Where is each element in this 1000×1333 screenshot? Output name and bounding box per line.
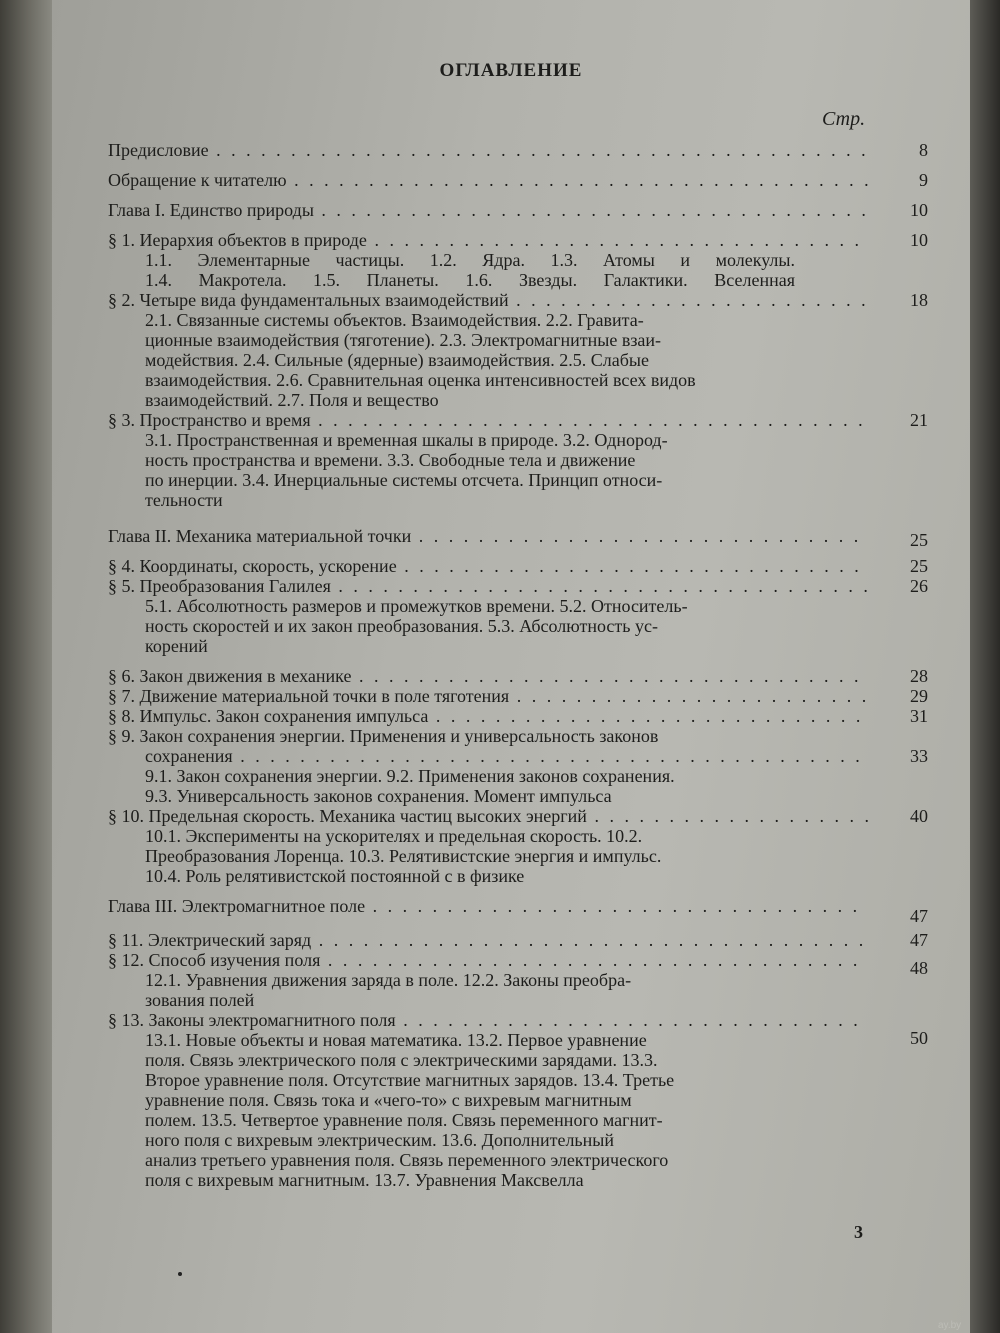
toc-entry-page: 9 — [919, 170, 928, 190]
toc-entry-description: 1.1. Элементарные частицы. 1.2. Ядра. 1.3. Атомы и молекулы. 1.4. Макротела. 1.5. Планеты. 1.6. Звезды. Галактики. Вселенная — [145, 250, 795, 290]
book-page — [52, 0, 970, 1333]
toc-entry-page: 48 — [910, 958, 928, 978]
toc-entry — [108, 806, 928, 886]
toc-entry-description: 10.1. Эксперименты на ускорителях и предельная скорость. 10.2. Преобразования Лоренца. 10.3. Релятивистские энергия и импульс. 10.4. Роль релятивистской постоянной c в физике — [145, 826, 662, 886]
toc-entry-page: 18 — [910, 290, 928, 310]
toc-entry-title-first-line: § 9. Закон сохранения энергии. Применения и универсальность законов — [108, 726, 659, 746]
toc-entry-title: § 3. Пространство и время . . . — [108, 410, 868, 430]
toc-entry-title: § 7. Движение материальной точки в поле тяготения . . . — [108, 686, 868, 706]
toc-entry-title: § 13. Законы электромагнитного поля . . . — [108, 1010, 868, 1030]
book-spine — [0, 0, 52, 1333]
toc-chapter-title: Глава II. Механика материальной точки . . . — [108, 526, 868, 546]
table-of-contents — [108, 140, 928, 1190]
page-title: ОГЛАВЛЕНИЕ — [439, 60, 583, 81]
toc-entry — [108, 1010, 928, 1190]
page-column-label: Стр. — [822, 108, 866, 130]
page-number: 3 — [854, 1222, 863, 1242]
toc-entry — [108, 140, 928, 160]
toc-entry-page: 25 — [910, 530, 928, 550]
toc-entry-title: сохранения . . . — [145, 746, 868, 766]
toc-entry-title: § 1. Иерархия объектов в природе . . . — [108, 230, 868, 250]
toc-entry — [108, 930, 928, 950]
toc-entry-page: 10 — [910, 200, 928, 220]
toc-entry-description: 12.1. Уравнения движения заряда в поле. 12.2. Законы преобра- зования полей — [145, 970, 632, 1010]
toc-entry-description: 13.1. Новые объекты и новая математика. 13.2. Первое уравнение поля. Связь электрического поля с электрическими зарядами. 13.3. Второе уравнение поля. Отсутствие магнитных зарядов. 13.4. Третье уравнение поля. Связь тока и «чего-то» с вихревым магнитным полем. 13.5. Четвертое уравнение поля. Связь переменного магнит- ного поля с вихревым электрическим. 13.6. Дополнительный анализ третьего уравнения поля. Связь переменного электрического поля с вихревым магнитным. 13.7. Уравнения Максвелла — [145, 1030, 675, 1190]
toc-entry-title: Обращение к читателю . . . — [108, 170, 868, 190]
toc-chapter-title: Глава I. Единство природы . . . — [108, 200, 868, 220]
toc-entry-title: § 5. Преобразования Галилея . . . — [108, 576, 868, 596]
toc-entry-page: 25 — [910, 556, 928, 576]
toc-entry-title: § 8. Импульс. Закон сохранения импульса . . . — [108, 706, 868, 726]
page-edge-shadow — [970, 0, 1000, 1333]
toc-entry — [108, 950, 928, 1010]
print-speck — [178, 1272, 182, 1276]
toc-entry-title: § 2. Четыре вида фундаментальных взаимодействий . . . — [108, 290, 868, 310]
toc-entry — [108, 726, 928, 806]
toc-entry — [108, 556, 928, 576]
toc-entry-title: § 6. Закон движения в механике . . . — [108, 666, 868, 686]
toc-entry-description: 5.1. Абсолютность размеров и промежутков времени. 5.2. Относитель- ность скоростей и их закон преобразования. 5.3. Абсолютность ус- корений — [145, 596, 688, 656]
toc-entry-description: 3.1. Пространственная и временная шкалы в природе. 3.2. Однород- ность пространства и времени. 3.3. Свободные тела и движение по инерции. 3.4. Инерциальные системы отсчета. Принцип относи- тельности — [145, 430, 668, 510]
toc-entry-page: 31 — [910, 706, 928, 726]
watermark: ay.by — [938, 1320, 962, 1331]
toc-entry — [108, 410, 928, 510]
toc-entry — [108, 666, 928, 686]
toc-entry-title: § 11. Электрический заряд . . . — [108, 930, 868, 950]
toc-entry-title: § 10. Предельная скорость. Механика частиц высоких энергий . . . — [108, 806, 868, 826]
toc-entry — [108, 290, 928, 410]
toc-entry-page: 10 — [910, 230, 928, 250]
toc-entry — [108, 576, 928, 656]
toc-entry-title: § 4. Координаты, скорость, ускорение . . . — [108, 556, 868, 576]
toc-entry-title: Предисловие . . . — [108, 140, 868, 160]
toc-entry-page: 8 — [919, 140, 928, 160]
toc-entry-page: 50 — [910, 1028, 928, 1048]
toc-chapter — [108, 200, 928, 220]
toc-entry-page: 47 — [910, 906, 928, 926]
toc-entry-page: 26 — [910, 576, 928, 596]
toc-chapter-title: Глава III. Электромагнитное поле . . . — [108, 896, 868, 916]
toc-entry-page: 47 — [910, 930, 928, 950]
toc-entry-page: 33 — [910, 746, 928, 766]
toc-entry — [108, 706, 928, 726]
toc-entry-page: 21 — [910, 410, 928, 430]
toc-entry-description: 9.1. Закон сохранения энергии. 9.2. Применения законов сохранения. 9.3. Универсальность законов сохранения. Момент импульса — [145, 766, 675, 806]
toc-entry-page: 40 — [910, 806, 928, 826]
toc-chapter — [108, 526, 928, 550]
toc-entry-page: 29 — [910, 686, 928, 706]
toc-entry-title: § 12. Способ изучения поля . . . — [108, 950, 868, 970]
toc-entry — [108, 230, 928, 290]
toc-entry — [108, 686, 928, 706]
toc-entry-description: 2.1. Связанные системы объектов. Взаимодействия. 2.2. Гравита- ционные взаимодействия (тяготение). 2.3. Электромагнитные взаи- модействия. 2.4. Сильные (ядерные) взаимодействия. 2.5. Слабые взаимодействия. 2.6. Сравнительная оценка интенсивностей всех видов взаимодействий. 2.7. Поля и вещество — [145, 310, 696, 410]
toc-entry-page: 28 — [910, 666, 928, 686]
toc-entry — [108, 170, 928, 190]
toc-chapter — [108, 896, 928, 926]
